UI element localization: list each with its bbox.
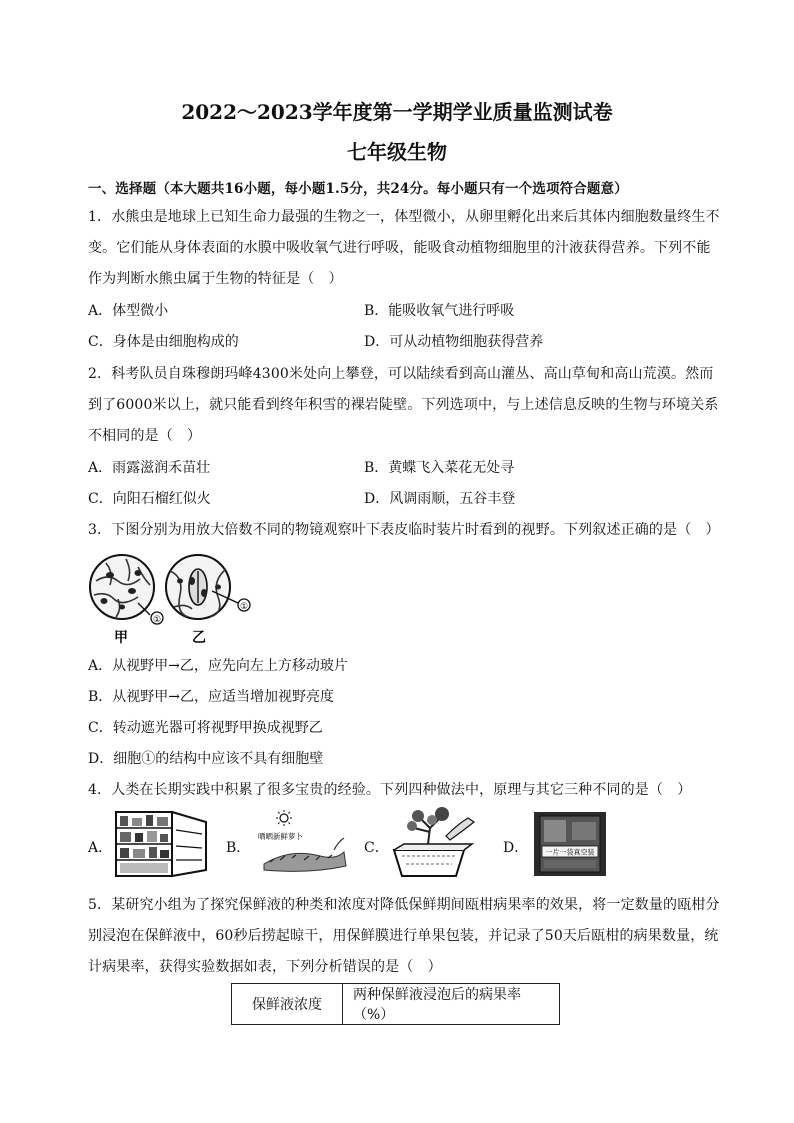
question-5-line-1: 5．某研究小组为了探究保鲜液的种类和浓度对降低保鲜期间瓯柑病果率的效果，将一定数量的瓯柑分 (88, 897, 720, 913)
question-1-line-1: 1．水熊虫是地球上已知生命力最强的生物之一，体型微小，从卵里孵化出来后其体内细胞数量终生不 (88, 209, 720, 225)
question-3-option-a: A．从视野甲→乙，应先向左上方移动玻片 (88, 658, 348, 674)
section-heading: 一、选择题（本大题共16小题，每小题1.5分，共24分。每小题只有一个选项符合题意） (88, 181, 628, 197)
vacuum-pack-caption: 一片一袋真空装 (545, 848, 595, 857)
label-yi: 乙 (192, 630, 206, 646)
question-4-label-a: A． (88, 840, 113, 856)
exam-title: 2022～2023学年度第一学期学业质量监测试卷 (181, 100, 613, 124)
view-jia (90, 555, 154, 619)
question-2-line-3: 不相同的是（ ） (88, 428, 202, 444)
question-2-option-a: A．雨露滋润禾苗壮 (88, 460, 211, 476)
question-4-label-c: C． (364, 840, 389, 856)
question-1-option-c: C．身体是由细胞构成的 (88, 334, 239, 350)
table-header-row (232, 984, 560, 1025)
question-2-line-2: 到了6000米以上，就只能看到终年积雪的裸岩陡壁。下列选项中，与上述信息反映的生物与环境关系 (88, 397, 719, 413)
question-1-line-2: 变。它们能从身体表面的水膜中吸收氧气进行呼吸，能吸食动植物细胞里的汁液获得营养。下列不能 (88, 240, 711, 256)
question-1-option-d: D．可从动植物细胞获得营养 (364, 334, 544, 350)
question-2-option-c: C．向阳石榴红似火 (88, 491, 211, 507)
table-header-rate: 两种保鲜液浸泡后的病果率（%） (343, 984, 560, 1025)
question-4-line: 4．人类在长期实践中积累了很多宝贵的经验。下列四种做法中，原理与其它三种不同的是（ ） (88, 782, 692, 798)
question-2-line-1: 2．科考队员自珠穆朗玛峰4300米处向上攀登，可以陆续看到高山灌丛、高山草甸和高山荒漠。然而 (88, 366, 714, 382)
question-3-option-d: D．细胞①的结构中应该不具有细胞壁 (88, 751, 324, 767)
marker-yi-text: ① (239, 602, 249, 612)
question-2-option-d: D．风调雨顺，五谷丰登 (364, 491, 516, 507)
question-1-option-a: A．体型微小 (88, 303, 169, 319)
exam-subtitle: 七年级生物 (347, 140, 447, 164)
view-yi (166, 555, 238, 619)
label-jia: 甲 (114, 630, 128, 646)
question-2-option-b: B．黄蝶飞入菜花无处寻 (364, 460, 515, 476)
question-3-option-b: B．从视野甲→乙，应适当增加视野亮度 (88, 689, 335, 705)
question-5-line-2: 别浸泡在保鲜液中，60秒后捞起晾干，用保鲜膜进行单果包装，并记录了50天后瓯柑的病果数量，统 (88, 928, 719, 944)
question-3-line: 3．下图分别为用放大倍数不同的物镜观察叶下表皮临时装片时看到的视野。下列叙述正确的是（ ） (88, 522, 720, 538)
vacuum-pack-image (532, 810, 608, 878)
potted-plant-image (384, 806, 480, 882)
marker-jia-text: ① (152, 615, 162, 625)
question-4-label-b: B． (226, 840, 251, 856)
dried-radish-image (250, 808, 350, 878)
question-1-option-b: B．能吸收氧气进行呼吸 (364, 303, 515, 319)
microscope-views-figure (88, 551, 278, 646)
question-1-line-3: 作为判断水熊虫属于生物的特征是（ ） (88, 271, 343, 287)
question-4-label-d: D． (503, 840, 529, 856)
radish-caption: 晒晒新鲜萝卜 (258, 832, 303, 841)
question-5-line-3: 计病果率，获得实验数据如表，下列分析错误的是（ ） (88, 959, 442, 975)
question-3-option-c: C．转动遮光器可将视野甲换成视野乙 (88, 720, 323, 736)
preservative-table (231, 983, 560, 1025)
table-header-concentration: 保鲜液浓度 (232, 984, 343, 1025)
refrigerator-image (110, 808, 214, 880)
